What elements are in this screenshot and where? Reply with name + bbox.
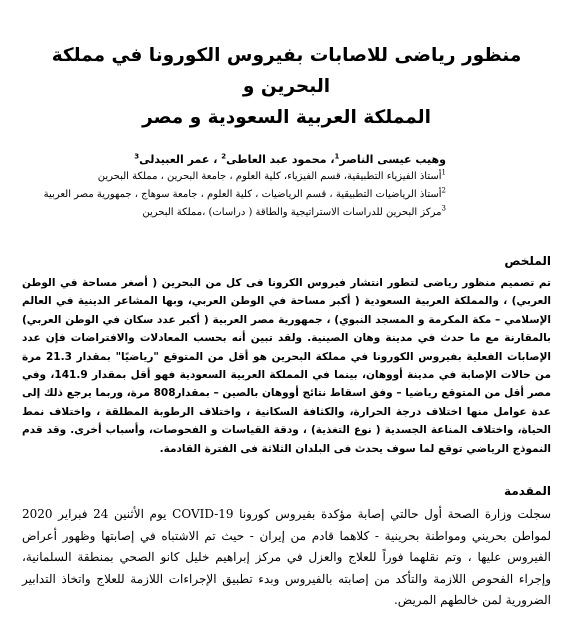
author-2-name: محمود عبد العاطى xyxy=(226,153,327,166)
affiliation-1-mark: 1 xyxy=(441,168,446,177)
abstract-body: تم تصميم منظور رياضى لتطور انتشار فيروس الكرونا فى كل من البحرين ( أصغر مساحة في الوطن العربي) ، والمملكة العربية السعودية ( أكبر مساحة في الوطن العربي، وبها المشاعر الدينية في العالم الإسلامي – مكة المكرمة و المسجد النبوي) ، جمهورية مصر العربية ( أكبر عدد سكان في الوطن العربي) بالمقارنة مع ما حدث في مدينة وهان الصينية. ولقد تبين أنه بحسب المعادلات والافتراضات فإن عدد الإصابات الفعلية بفيروس الكورونا في مملكة البحرين هو أقل من المتوقع "رياضيًا" بمقدار 21.3 مرة من حالات الإصابة في مدينة أووهان، بينما في المملكة العربية السعودية فهو أقل بمقدار 141.9، وفي مصر أقل من المتوقع رياضيا – وفق اسقاط نتائج أووهان بالصين – بمقدار808 مرة، وربما يرجع ذلك إلى عدة عوامل منها اختلاف درجة الحرارة، والكثافة السكانية ، واختلاف الرطوبة المطلقة ، واختلاف نمط الحياة، واختلاف المناعة الجسدية ( نوع التغذية) ، ودقة القياسات و الفحوصات، وأسباب أخرى. وقد قدم النموذج الرياضي توقع لما سوف يحدث فى البلدان الثلاثة فى الفترة القادمة. xyxy=(22,277,552,455)
introduction-heading: المقدمة xyxy=(504,484,551,499)
affiliation-1-text: أستاذ الفيزياء التطبيقية، قسم الفيزياء، كلية العلوم ، جامعة البحرين ، مملكة البحرين xyxy=(97,171,442,182)
author-separator: ، xyxy=(209,153,222,166)
affiliation-2-text: أستاذ الرياضيات التطبيقية ، قسم الرياضيات ، كلية العلوم ، جامعة سوهاج ، جمهورية مصر العربية xyxy=(43,189,442,200)
author-1-mark: 1 xyxy=(334,152,340,161)
author-3-mark: 3 xyxy=(134,152,140,161)
paper-title xyxy=(22,40,551,133)
author-2-mark: 2 xyxy=(221,152,227,161)
affiliation-2-mark: 2 xyxy=(441,186,446,195)
author-list xyxy=(22,151,551,168)
affiliation-3-text: مركز البحرين للدراسات الاستراتيجية والطاقة ( دراسات) ،مملكة البحرين xyxy=(142,207,442,218)
author-1-name: وهيب عيسى الناصر xyxy=(339,153,446,166)
author-separator: ، xyxy=(326,153,335,166)
abstract-heading: الملخص xyxy=(504,254,551,268)
affiliation-3 xyxy=(22,204,551,222)
introduction-body: سجلت وزارة الصحة أول حالتي إصابة مؤكدة بفيروس كورونا COVID-19 يوم الأثنين 24 فبراير 2020 لمواطن بحريني ومواطنة بحرينية - كلاهما قادم من إيران - حيث تم الاشتباه في إصابتها وظهور أعراض الفيروس عليها ، وتم نقلهما فوراً للعلاج والعزل في مركز إبراهيم خليل كانو الصحي بمنطقة السلمانية، وإجراء الفحوص اللازمة والتأكد من إصابته بالفيروس وبدء تطبيق الإجراءات اللازمة للعلاج واتخاذ التدابير الضرورية لمن خالطهم المريض. xyxy=(22,507,552,608)
affiliation-3-mark: 3 xyxy=(441,204,446,213)
affiliation-2 xyxy=(22,186,551,204)
title-line-1: منظور رياضى للاصابات بفيروس الكورونا في مملكة البحرين و xyxy=(51,45,522,97)
author-3-name: عمر العبيدلى xyxy=(139,153,210,166)
affiliation-1 xyxy=(22,168,551,186)
paper-page xyxy=(22,40,551,612)
title-line-2: المملكة العربية السعودية و مصر xyxy=(142,107,431,128)
